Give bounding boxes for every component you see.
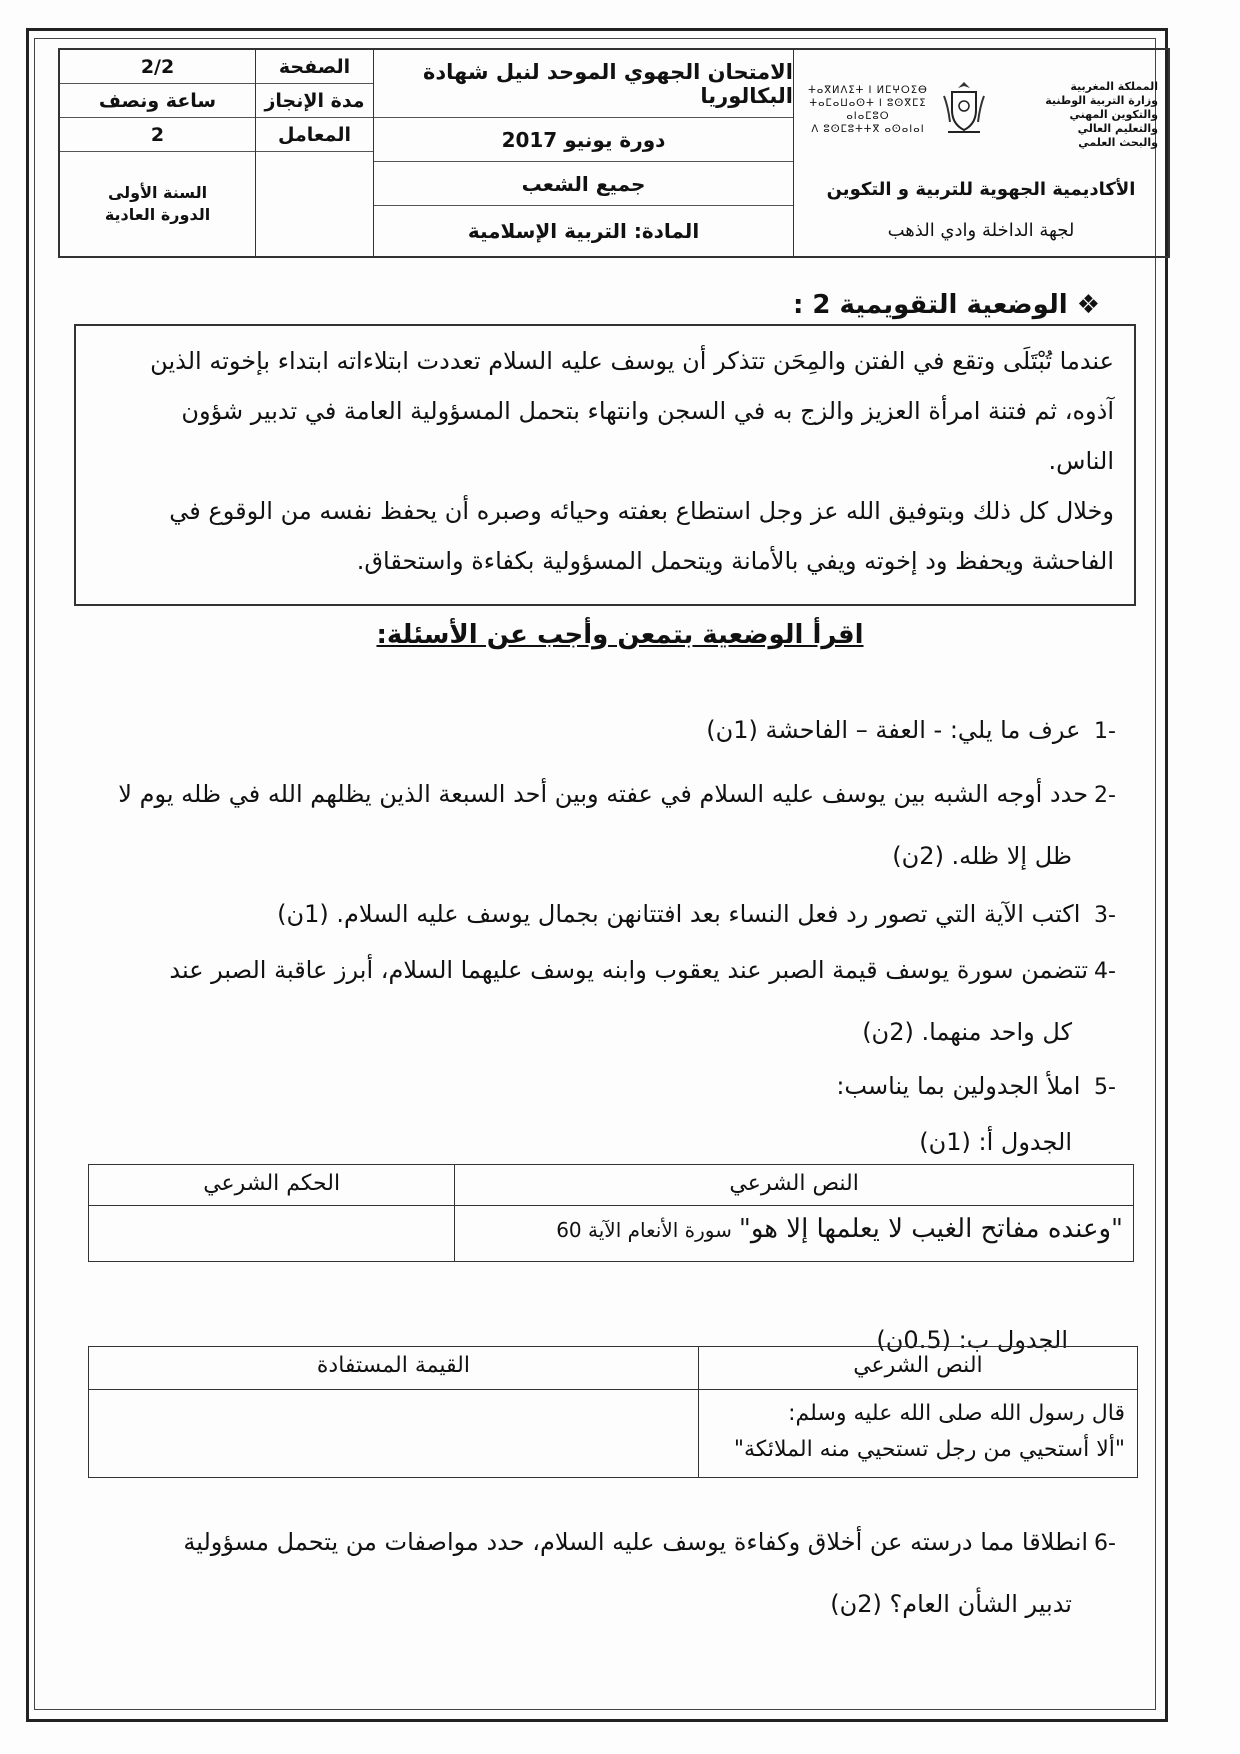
kingdom-tifinagh: ⵜⴰⴳⵍⴷⵉⵜ ⵏ ⵍⵎⵖⵔⵉⴱ ⵜⴰⵎⴰⵡⴰⵙⵜ ⵏ ⵓⵙⴳⵎⵉ ⴰⵏⴰⵎⵓⵔ ⴷ ⵓⵙⵎⵓⵜⵜⴳ ⴰⵙⴰⵏⴰⵏ: [808, 85, 928, 135]
kingdom-arabic: المملكة المغربية وزارة التربية الوطنية والتكوين المهني والتعليم العالي والبحث العلمي: [1045, 80, 1158, 149]
table-header-text: النص الشرعي: [454, 1165, 1133, 1205]
table-header-text: النص الشرعي: [698, 1347, 1137, 1389]
header-labels-column: [256, 50, 374, 256]
table-row: [89, 1206, 1133, 1262]
table-header-value: القيمة المستفادة: [316, 1353, 470, 1378]
ministry-logo: [794, 50, 1168, 170]
session-type: الدورة العادية: [104, 205, 211, 224]
ruling-answer-cell[interactable]: [89, 1206, 454, 1262]
streams: جميع الشعب: [374, 162, 793, 206]
session-date: دورة يونيو 2017: [374, 118, 793, 162]
question-6: -6انطلاقا مما درسته عن أخلاق وكفاءة يوسف عليه السلام، حدد مواصفات من يتحمل مسؤولية تدبير الشأن العام؟ (2ن): [183, 1528, 1116, 1618]
table-row: [89, 1347, 1137, 1390]
question-2: -2حدد أوجه الشبه بين يوسف عليه السلام في عفته وبين أحد السبعة الذين يظلهم الله في ظله يوم لا ظل إلا ظله. (2ن): [118, 780, 1116, 870]
region-name: لجهة الداخلة وادي الذهب: [887, 219, 1075, 241]
table-b: [88, 1346, 1138, 1478]
exam-info-column: [374, 50, 794, 256]
institution-column: [794, 50, 1168, 256]
hadith-text: "ألا أستحيي من رجل تستحيي منه الملائكة": [733, 1437, 1125, 1462]
situation-line: الناس.: [1048, 447, 1114, 475]
exam-title: الامتحان الجهوي الموحد لنيل شهادة البكالوريا: [374, 50, 793, 118]
table-header-ruling: الحكم الشرعي: [203, 1171, 341, 1196]
verse-source: سورة الأنعام الآية 60: [556, 1218, 732, 1242]
table-b-label: الجدول ب: (0.5ن): [876, 1326, 1068, 1354]
situation-box: [74, 324, 1136, 606]
level-session: [60, 152, 255, 256]
page-label: الصفحة: [256, 50, 373, 84]
table-a-text-cell: [454, 1206, 1133, 1262]
question-5: -5 املأ الجدولين بما يناسب:: [836, 1072, 1116, 1100]
situation-line: الفاحشة ويحفظ ود إخوته ويفي بالأمانة ويتحمل المسؤولية بكفاءة واستحقاق.: [356, 547, 1114, 575]
question-1: -1 عرف ما يلي: - العفة – الفاحشة (1ن): [706, 716, 1116, 744]
duration-label: مدة الإنجاز: [256, 84, 373, 118]
table-b-text-cell: [698, 1390, 1137, 1478]
empty-label-cell: [256, 152, 373, 256]
subject: المادة: التربية الإسلامية: [467, 219, 700, 243]
hadith-intro: قال رسول الله صلى الله عليه وسلم:: [788, 1401, 1125, 1426]
value-answer-cell[interactable]: [89, 1390, 698, 1478]
question-3: -3 اكتب الآية التي تصور رد فعل النساء بعد افتتانهن بجمال يوسف عليه السلام. (1ن): [277, 900, 1116, 928]
quran-verse: "وعنده مفاتح الغيب لا يعلمها إلا هو": [738, 1214, 1123, 1244]
situation-line: عندما تُبْتَلَى وتقع في الفتن والمِحَن تتذكر أن يوسف عليه السلام تعددت ابتلاءاته ابتداء بإخوته الذين: [150, 347, 1114, 375]
coefficient-value: 2: [60, 118, 255, 152]
year-level: السنة الأولى: [107, 183, 208, 202]
royal-emblem-icon: [940, 78, 988, 138]
coefficient-label: المعامل: [256, 118, 373, 152]
header-values-column: [60, 50, 256, 256]
academy-name: الأكاديمية الجهوية للتربية و التكوين: [826, 178, 1136, 200]
situation-line: وخلال كل ذلك وبتوفيق الله عز وجل استطاع بعفته وحيائه وصبره أن يحفظ نفسه من الوقوع في: [169, 497, 1114, 525]
situation-title: ❖ الوضعية التقويمية 2 :: [792, 290, 1100, 320]
duration-value: ساعة ونصف: [60, 84, 255, 118]
table-a-label: الجدول أ: (1ن): [919, 1128, 1072, 1156]
instruction: اقرأ الوضعية بتمعن وأجب عن الأسئلة:: [376, 620, 864, 650]
page-number: 2/2: [60, 50, 255, 84]
exam-header: [58, 48, 1170, 258]
table-a: [88, 1164, 1134, 1262]
table-row: [89, 1390, 1137, 1478]
question-4: -4تتضمن سورة يوسف قيمة الصبر عند يعقوب وابنه يوسف عليهما السلام، أبرز عاقبة الصبر عند كل واحد منهما. (2ن): [169, 956, 1116, 1046]
situation-line: آذوه، ثم فتنة امرأة العزيز والزج به في السجن وانتهاء بتحمل المسؤولية العامة في تدبير شؤون: [181, 397, 1114, 425]
table-row: [89, 1165, 1133, 1206]
